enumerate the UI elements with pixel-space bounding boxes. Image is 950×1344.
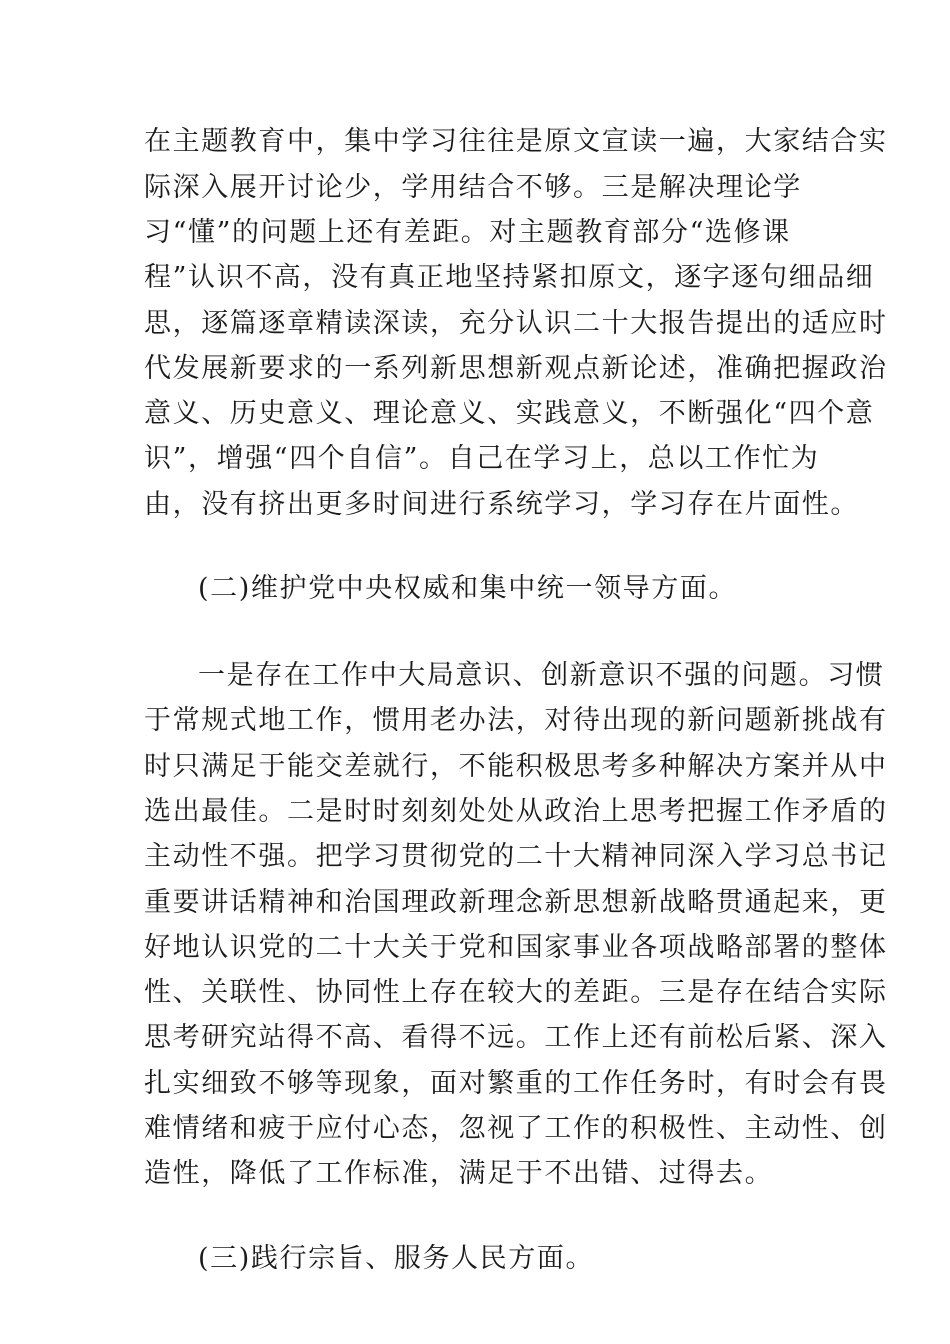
paragraph-line: 于常规式地工作，惯用老办法，对待出现的新问题新挑战有 xyxy=(144,705,888,736)
paragraph-line: 好地认识党的二十大关于党和国家事业各项战略部署的整体 xyxy=(144,932,888,963)
paragraph-line: 意义、历史意义、理论意义、实践意义，不断强化“四个意 xyxy=(144,398,875,429)
paragraph-line: 际深入展开讨论少，学用结合不够。三是解决理论学 xyxy=(144,172,802,203)
paragraph-line: 在主题教育中，集中学习往往是原文宣读一遍，大家结合实 xyxy=(144,126,888,157)
paragraph-line: 代发展新要求的一系列新思想新观点新论述，准确把握政治 xyxy=(144,353,888,384)
paragraph-line: 思，逐篇逐章精读深读，充分认识二十大报告提出的适应时 xyxy=(144,308,888,339)
paragraph-line: 一是存在工作中大局意识、创新意识不强的问题。习惯 xyxy=(198,660,885,691)
paragraph-line: 习“懂”的问题上还有差距。对主题教育部分“选修课 xyxy=(144,217,791,248)
section-heading-3: (三)践行宗旨、服务人民方面。 xyxy=(198,1243,595,1274)
paragraph-line: 程”认识不高，没有真正地坚持紧扣原文，逐字逐句细品细 xyxy=(144,262,875,293)
paragraph-line: 由，没有挤出更多时间进行系统学习，学习存在片面性。 xyxy=(144,489,859,520)
paragraph-line: 扎实细致不够等现象，面对繁重的工作任务时，有时会有畏 xyxy=(144,1068,888,1099)
section-heading-2: (二)维护党中央权威和集中统一领导方面。 xyxy=(198,573,738,604)
paragraph-line: 性、关联性、协同性上存在较大的差距。三是存在结合实际 xyxy=(144,977,888,1008)
paragraph-line: 思考研究站得不高、看得不远。工作上还有前松后紧、深入 xyxy=(144,1022,888,1053)
paragraph-line: 重要讲话精神和治国理政新理念新思想新战略贯通起来，更 xyxy=(144,887,888,918)
paragraph-line: 识”，增强“四个自信”。自己在学习上，总以工作忙为 xyxy=(144,443,820,474)
paragraph-line: 造性，降低了工作标准，满足于不出错、过得去。 xyxy=(144,1158,774,1189)
paragraph-line: 时只满足于能交差就行，不能积极思考多种解决方案并从中 xyxy=(144,751,888,782)
paragraph-line: 难情绪和疲于应付心态，忽视了工作的积极性、主动性、创 xyxy=(144,1113,888,1144)
paragraph-line: 选出最佳。二是时时刻刻处处从政治上思考把握工作矛盾的 xyxy=(144,796,888,827)
paragraph-line: 主动性不强。把学习贯彻党的二十大精神同深入学习总书记 xyxy=(144,841,888,872)
